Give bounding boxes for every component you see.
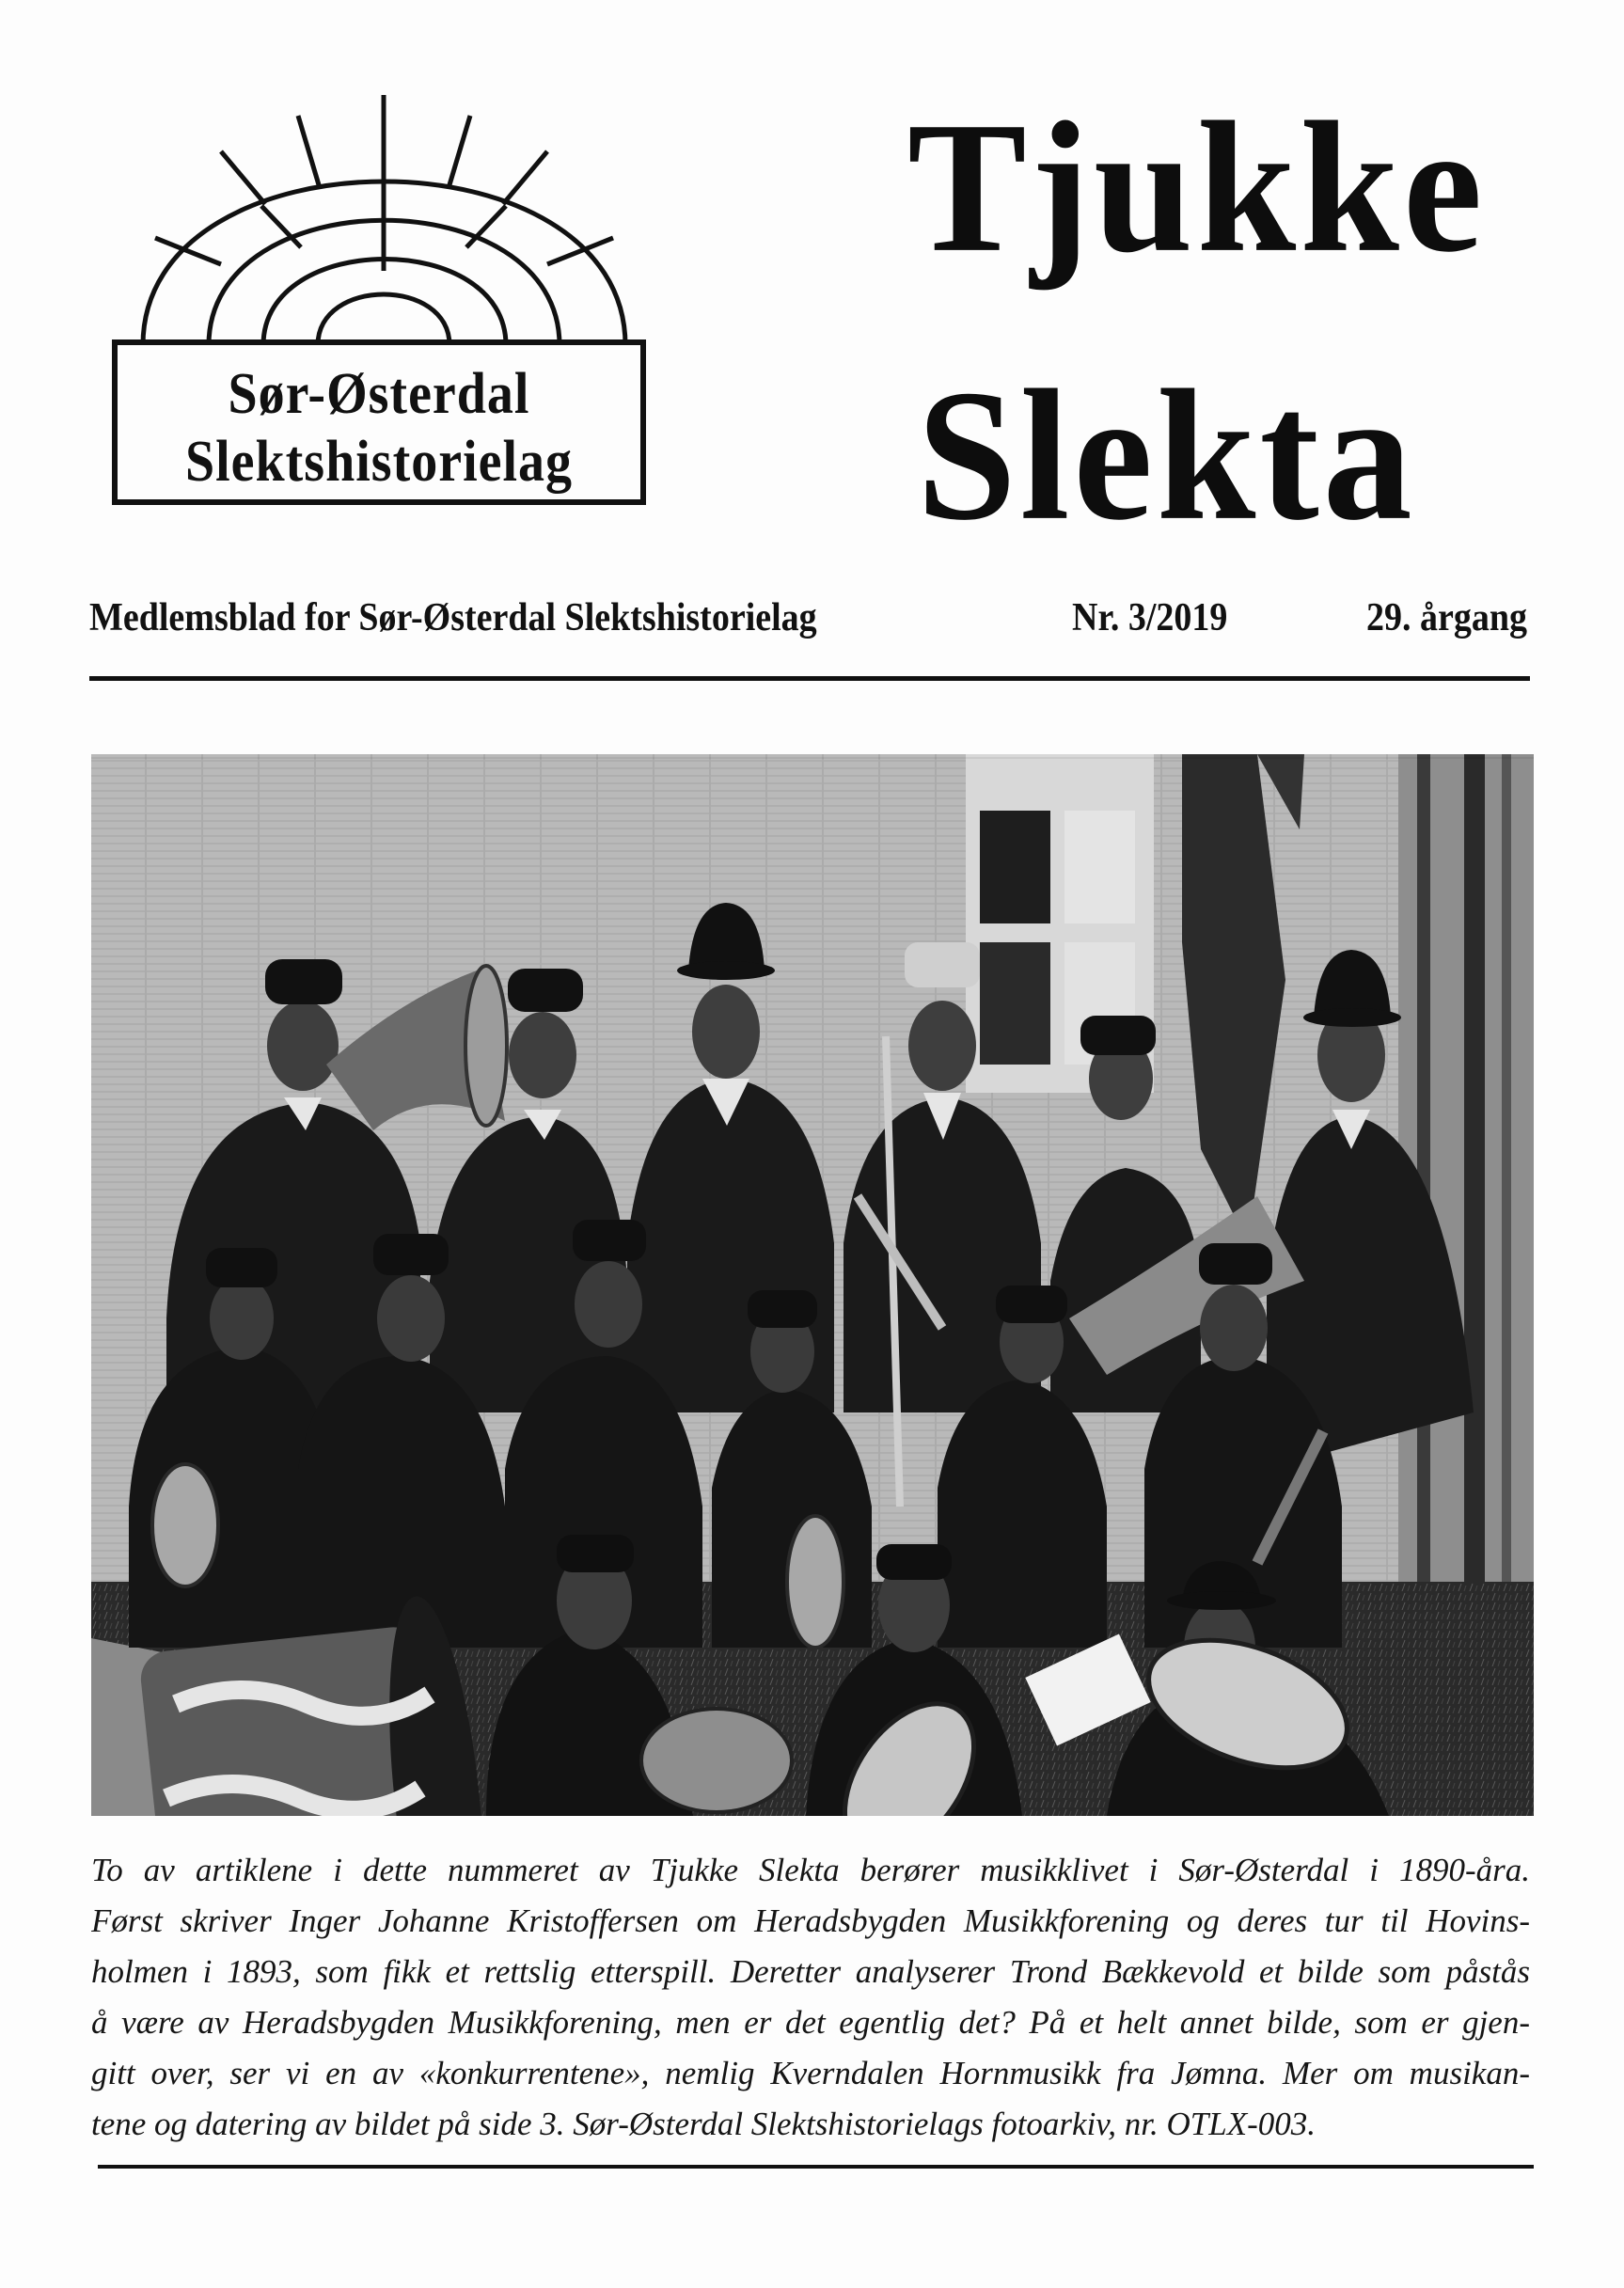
header-divider — [89, 676, 1530, 681]
caption-line: å være av Heradsbygden Musikkforening, men er det egentlig det? På et helt annet bilde, som er gjen- — [91, 2004, 1530, 2041]
logo-text-region: Sør-Østerdal — [228, 361, 530, 427]
footer-divider — [98, 2165, 1534, 2169]
volume-year: 29. årgang — [1366, 595, 1527, 640]
publication-subtitle: Medlemsblad for Sør-Østerdal Slektshistorielag — [89, 595, 817, 640]
caption-line: gitt over, ser vi en av «konkurrentene», nemlig Kverndalen Hornmusikk fra Jømna. Mer om musikan- — [91, 2055, 1530, 2091]
fan-window-arch-icon — [103, 89, 668, 353]
society-logo — [103, 89, 668, 522]
issue-number: Nr. 3/2019 — [1072, 595, 1228, 640]
logo-nameplate — [112, 339, 646, 505]
caption-line: tene og datering av bildet på side 3. Sør-Østerdal Slektshistorielags fotoarkiv, nr. OTLX-003. — [91, 2106, 1316, 2142]
caption-line: To av artiklene i dette nummeret av Tjukke Slekta berører musikklivet i Sør-Østerdal i 1890-åra. — [91, 1852, 1530, 1888]
cover-photo — [91, 754, 1534, 1816]
masthead-title-line-1: Tjukke — [907, 84, 1487, 292]
masthead-title-line-2: Slekta — [917, 352, 1416, 560]
photo-caption — [91, 1845, 1530, 2150]
caption-line: holmen i 1893, som fikk et rettslig etterspill. Deretter analyserer Trond Bækkevold et bilde som påstås — [91, 1953, 1530, 1990]
logo-text-society: Slektshistorielag — [184, 429, 574, 495]
band-photo-illustration — [91, 754, 1534, 1816]
caption-line: Først skriver Inger Johanne Kristoffersen om Heradsbygden Musikkforening og deres tur til Hovins- — [91, 1902, 1530, 1939]
